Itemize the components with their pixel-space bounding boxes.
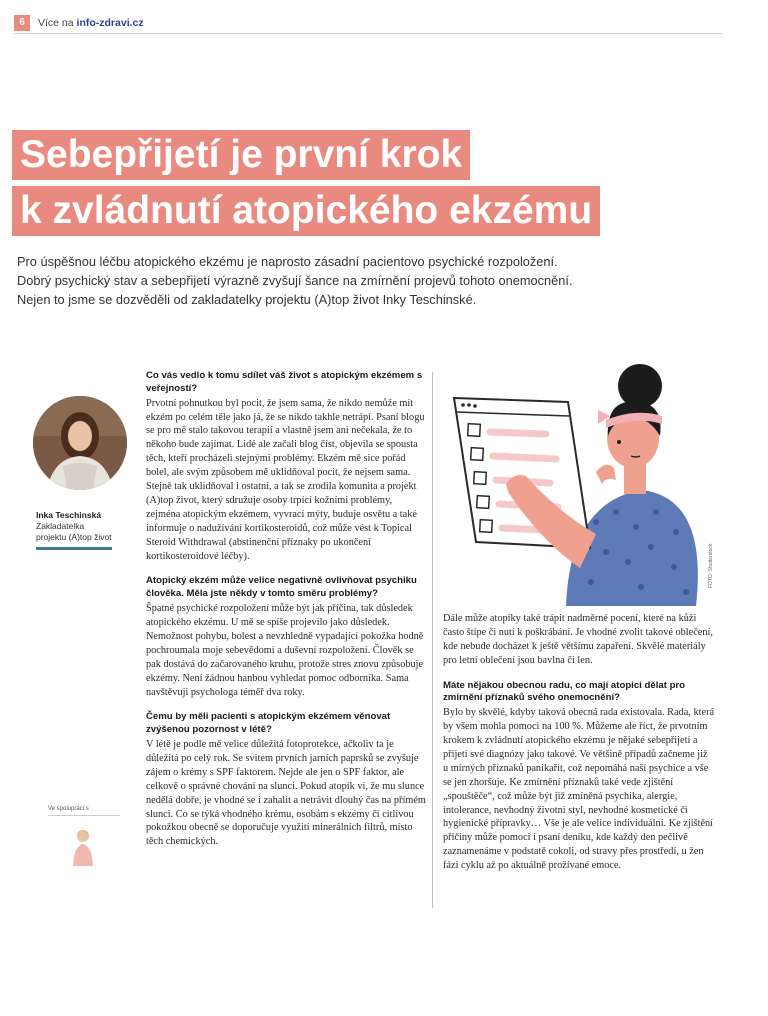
question-1: Co vás vedlo k tomu sdílet váš život s atopickým ekzémem s veřejností? (146, 370, 423, 394)
illustration (446, 362, 712, 606)
portrait-photo (33, 396, 127, 490)
question-4: Máte nějakou obecnou radu, co mají atopici dělat pro zmírnění příznaků svého onemocnění? (443, 679, 686, 704)
question-2: Atopický ekzém může velice negativně ovlivňovat psychiku člověka. Měla jste někdy v tomto směru problémy? (146, 575, 417, 600)
lead-line-3: Nejen to jsme se dozvěděli od zakladatelky projektu (A)top život Inky Teschinské. (17, 292, 477, 307)
page-number: 6 (14, 15, 30, 31)
site-runner (38, 17, 144, 29)
page-header (14, 12, 722, 34)
answer-2: Špatné psychické rozpoložení může být jak příčina, tak důsledek atopického ekzému. U mě se spíše projevilo jako důsledek. Nemožnost pohybu, bolest a nevzhledně vypadající pokožka hodně pochroumala moje sebevědomí a duševní rozpoložení. Člověk se pak dostává do začarovaného kruhu, protože stres znovu způsobuje ekzémy. Není žádnou hanbou vyhledat pomoc odborníka. Sama navštěvuji psychologa téměř dva roky. (146, 603, 424, 698)
answer-1: Prvotní pohnutkou byl pocit, že jsem sama, že nikdo nemůže mít ekzém po celém těle jako já, že se nikdo takhle netrápí. Psaní blogu se pro mě stalo takovou terapií a vlastně jsem ani nečekala, že to někoho bude zajímat. Lidé ale začali blog číst, objevila se spousta těch, kteří procházeli stejnými problémy. Ekzém mě sice pořád bolel, ale svým způsobem mě uklidňoval pocit, že nejsem sama. Stejně tak uklidňoval i ostatní, a tak se zrodila komunita a projekt (A)top život, který sdružuje osoby trpící kožními problémy, zejména atopickým ekzémem, vyvrací mýty, buduje osvětu a také informuje o nadužívání kortikosteroidů, což může vést k Topical Steroid Withdrawal (abstinenční příznaky po ukončení kortikosteroidové léčby). (146, 397, 425, 562)
headline-line-1: Sebepřijetí je první krok (12, 130, 470, 180)
answer-4: Bylo by skvělé, kdyby taková obecná rada existovala. Rada, která by všem mohla pomoci na 100 %. Můžeme ale říct, že prvotním krokem k zvládnutí atopického ekzému je nějaké sebepřijetí a přijetí své diagnózy jako takové. Ve většině případů začneme již u mírných příznaků panikařit, což nepomáhá naší psychice a vše se jen zhoršuje. Ke zmírnění příznaků také vede zjištění „spouštěče“, což může být již zmíněná psychika, alergie, intolerance, nevhodný životní styl, nevhodné kosmetické či hygienické přípravky… Vše je ale velice individuální. Ke zjištění příčiny může pomoci i psaní deníku, kde každý den pečlivě zaznamenáme v podstatě cokoli, od stravy přes prostředí, u žen fázi cyklu až po aktuálně prožívané emoce. (443, 707, 715, 872)
cooperation-label: Ve spolupráci s (48, 806, 120, 816)
site-link[interactable]: info-zdravi.cz (76, 16, 144, 29)
article-headline (12, 130, 600, 236)
answer-3: V létě je podle mě velice důležitá fotoprotekce, ačkoliv ta je důležitá po celý rok. Se svitem prvních jarních paprsků se zvyšuje zájem o krémy s SPF faktorem. Nejde ale jen o SPF faktor, ale celkově o správné chování na slunci. Pokud atopik ví, že mu slunce nedělá dobře, je vhodné se i zahalit a netrávit dlouhý čas na přímém slunci. Co se týká vhodného krému, osobám s ekzémy či citlivou pokožkou obecně se doporučuje využití minerálních filtrů, místo těch chemických. (146, 739, 426, 848)
answer-3-continued: Dále může atopiky také trápit nadměrné pocení, které na kůži často štípe či nutí k poškrábání. Je vhodné zvolit takové oblečení, kde nebude docházet k ještě většímu zapaření. Skvělé materiály pro letní oblečení jsou bavlna či len. (443, 613, 713, 666)
person-role-2: projektu (A)top život (36, 532, 112, 542)
person-caption (36, 510, 112, 550)
question-3: Čemu by měli pacienti s atopickým ekzémem věnovat zvýšenou pozornost v létě? (146, 711, 391, 736)
photo-credit: FOTO: Shutterstock (708, 543, 714, 588)
column-divider (432, 372, 433, 908)
person-name: Inka Teschinská (36, 510, 102, 520)
article-column-2 (443, 612, 715, 880)
lead-line-2: Dobrý psychický stav a sebepřijetí výrazně zvyšují šance na zmírnění projevů tohoto onemocnění. (17, 273, 573, 288)
article-column-1 (146, 370, 428, 856)
partner-logo (70, 826, 96, 866)
headline-line-2: k zvládnutí atopického ekzému (12, 186, 600, 236)
article-lead (17, 252, 657, 309)
lead-line-1: Pro úspěšnou léčbu atopického ekzému je naprosto zásadní pacientovo psychické rozpoložení. (17, 254, 558, 269)
person-role-1: Zakladatelka (36, 521, 85, 531)
caption-rule (36, 547, 112, 550)
runner-prefix: Více na (38, 16, 77, 29)
